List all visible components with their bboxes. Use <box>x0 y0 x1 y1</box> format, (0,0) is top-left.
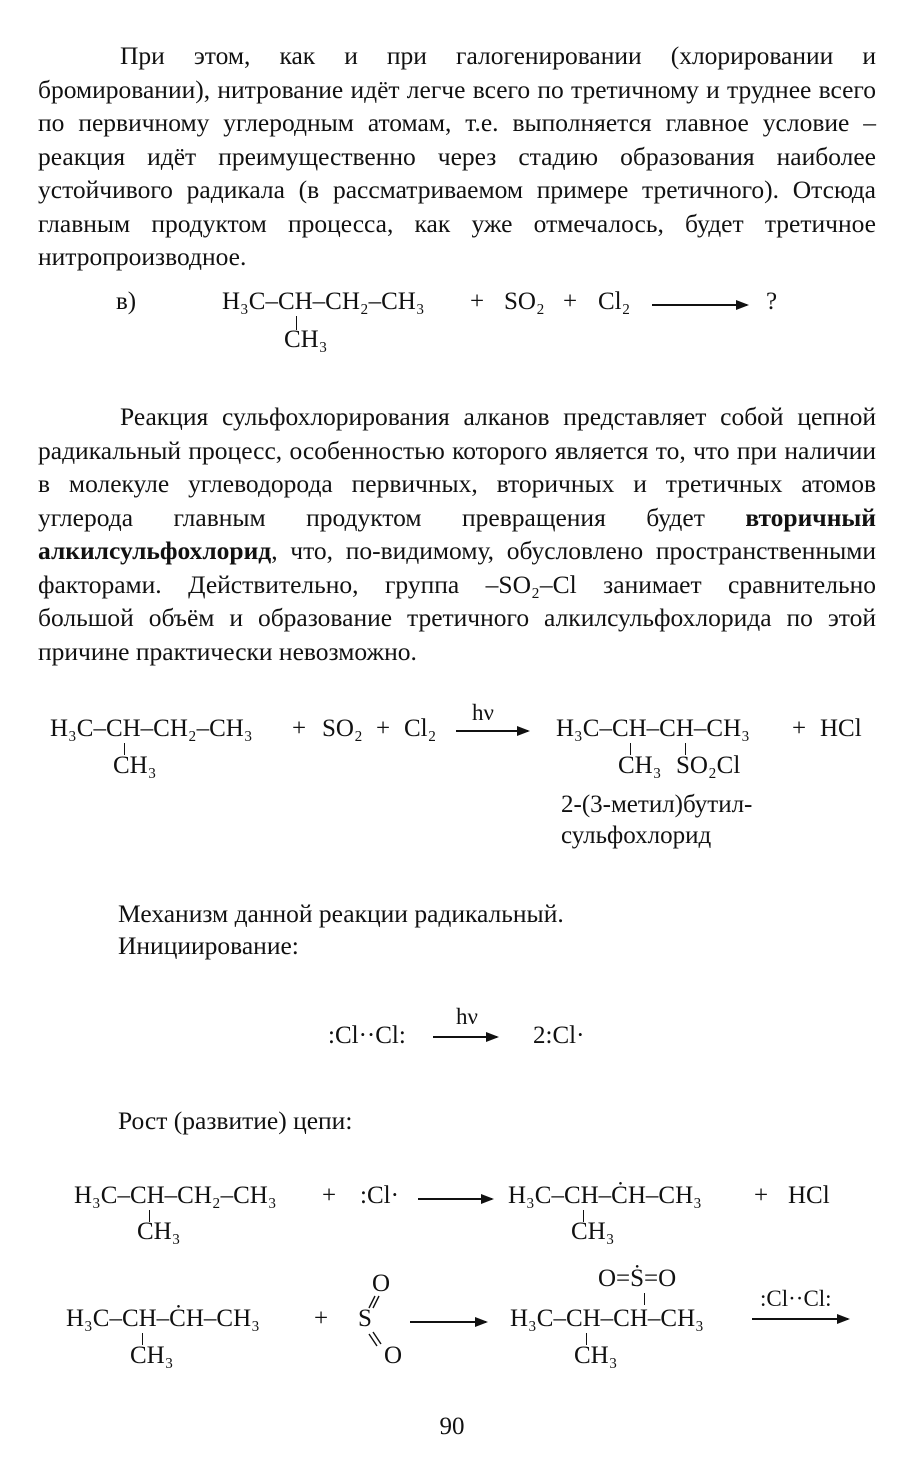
eq4-product-branch: CH₃ <box>574 1342 618 1369</box>
eq4-so2-s: S <box>358 1305 372 1332</box>
eq4-plus: + <box>314 1305 329 1332</box>
eq3-plus1: + <box>322 1182 337 1209</box>
paragraph-2-text-b: , что, по-видимому, обусловлено пространственными факторами. Действительно, группа –SO₂–Cl занимает сравнительно большой объём и образование третичного алкилсульфохлорида по этой причине практически невозможно. <box>38 536 876 666</box>
equation-v-plus1: + <box>470 288 485 315</box>
eq3-product-branch: CH₃ <box>571 1218 615 1245</box>
eq2-plus3: + <box>792 715 807 742</box>
eq2-product-branch2: SO₂Cl <box>676 752 741 779</box>
equation-v-branch: CH₃ <box>284 326 328 353</box>
init-arrow <box>433 1036 497 1038</box>
page-number: 90 <box>439 1413 465 1440</box>
eq3-reactant: H₃C–CH–CH₂–CH₃ <box>74 1182 277 1209</box>
mechanism-line-2: Инициирование: <box>118 931 299 960</box>
equation-v-so2: SO₂ <box>504 288 545 315</box>
equation-v-plus2: + <box>563 288 578 315</box>
init-arrow-label: hν <box>456 1004 478 1029</box>
eq4-so2-bottom: O <box>384 1342 403 1369</box>
paragraph-2-text-a: Реакция сульфохлорирования алканов представляет собой цепной радикальный процесс, особенностью которого является то, что при наличии в молекуле углеводорода первичных, вторичных и третичных атомов углерода главным продуктом превращения будет <box>38 402 876 532</box>
equation-v-label: в) <box>116 288 137 315</box>
paragraph-2 <box>38 400 876 668</box>
equation-v-product: ? <box>766 288 778 315</box>
eq4-arrow-1 <box>410 1321 486 1323</box>
eq2-name-line2: сульфохлорид <box>561 822 712 849</box>
eq2-arrow-label: hν <box>472 700 494 725</box>
eq3-product: H₃C–CH–ĊH–CH₃ <box>508 1182 702 1209</box>
eq2-so2: SO₂ <box>322 715 363 742</box>
init-left: :Cl··Cl: <box>328 1022 406 1049</box>
eq4-product: H₃C–CH–CH–CH₃ <box>510 1305 704 1332</box>
eq2-name-line1: 2-(3-метил)бутил- <box>561 791 753 818</box>
eq2-plus1: + <box>292 715 307 742</box>
eq2-product-branch1: CH₃ <box>618 752 662 779</box>
paragraph-1-text: При этом, как и при галогенировании (хлорировании и бромировании), нитрование идёт легче всего по третичному и труднее всего по первичному углеродным атомам, т.е. выполняется главное условие – реакция идёт преимущественно через стадию образования наиболее устойчивого радикала (в рассматриваемом примере третичного). Отсюда главным продуктом процесса, как уже отмечалось, будет третичное нитропроизводное. <box>38 41 876 271</box>
eq2-cl2: Cl₂ <box>404 715 437 742</box>
eq4-arrow-label: :Cl··Cl: <box>760 1286 832 1311</box>
equation-v-arrow <box>652 304 747 306</box>
eq4-reactant: H₃C–CH–ĊH–CH₃ <box>66 1305 260 1332</box>
eq2-plus2: + <box>376 715 391 742</box>
equation-v-formula: H₃C–CH–CH₂–CH₃ <box>222 288 425 315</box>
eq4-product-top: O=Ṡ=O <box>598 1265 677 1292</box>
eq4-arrow-2 <box>752 1318 848 1320</box>
init-right: 2:Cl· <box>533 1022 585 1049</box>
eq2-reactant: H₃C–CH–CH₂–CH₃ <box>50 715 253 742</box>
eq2-hcl: HCl <box>820 715 862 742</box>
eq3-arrow <box>418 1198 492 1200</box>
eq4-product-top-bond <box>644 1293 645 1305</box>
eq2-reactant-branch: CH₃ <box>113 752 157 779</box>
eq2-arrow <box>456 730 528 732</box>
eq3-hcl: HCl <box>788 1182 830 1209</box>
eq3-radical: :Cl· <box>360 1182 399 1209</box>
eq2-product: H₃C–CH–CH–CH₃ <box>556 715 750 742</box>
eq3-reactant-branch: CH₃ <box>137 1218 181 1245</box>
chain-growth-heading: Рост (развитие) цепи: <box>118 1106 353 1135</box>
eq4-so2-top: O <box>372 1270 391 1297</box>
paragraph-1 <box>38 39 876 274</box>
mechanism-line-1: Механизм данной реакции радикальный. <box>118 899 564 928</box>
equation-v-cl2: Cl₂ <box>598 288 631 315</box>
paragraph-2-bold: вторичный алкилсульфохлорид <box>38 502 876 565</box>
eq4-reactant-branch: CH₃ <box>130 1342 174 1369</box>
eq3-plus2: + <box>754 1182 769 1209</box>
